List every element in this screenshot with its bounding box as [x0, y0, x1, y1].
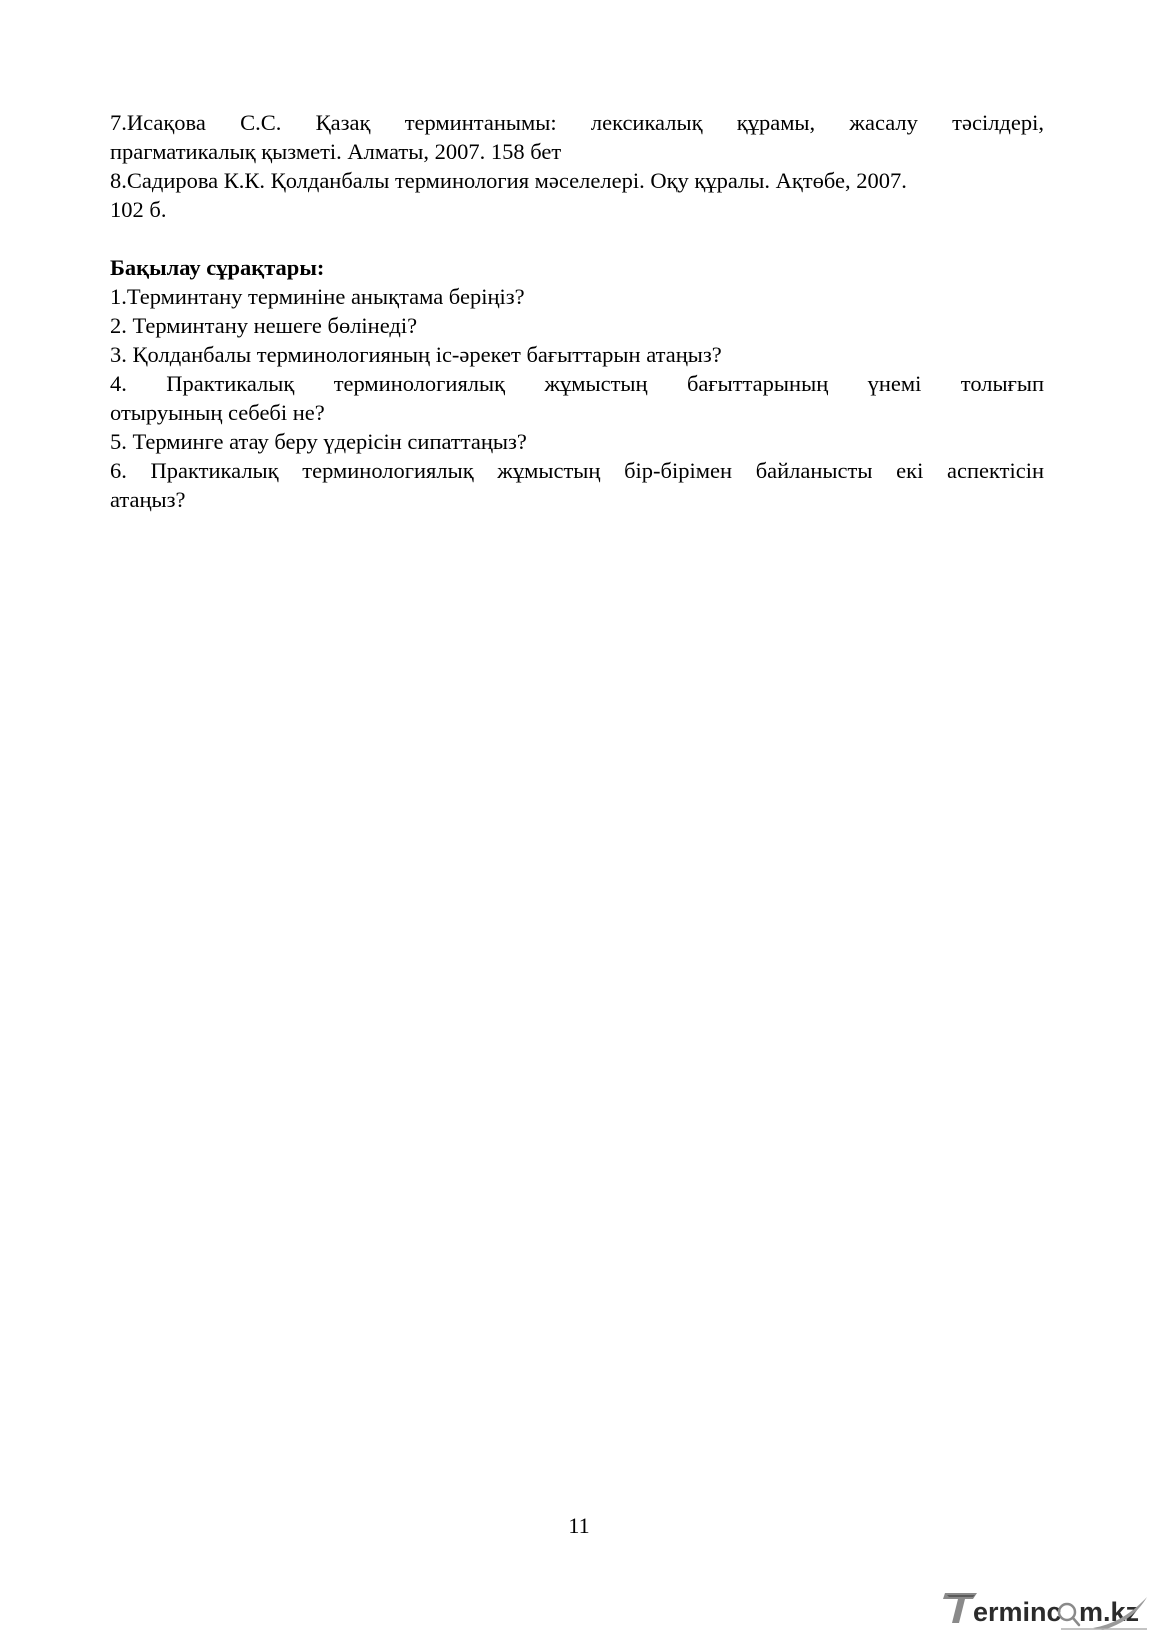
- reference-line: прагматикалық қызметі. Алматы, 2007. 158 бет: [110, 139, 562, 164]
- magnifier-icon: [1059, 1604, 1079, 1625]
- page-number: 11: [568, 1513, 590, 1538]
- reference-line: 8.Садирова К.К. Қолданбалы терминология мәселелері. Оқу құралы. Ақтөбе, 2007.: [110, 168, 907, 193]
- question-item: 1.Терминтану терминіне анықтама беріңіз?: [110, 284, 525, 309]
- question-item: 2. Терминтану нешеге бөлінеді?: [110, 313, 418, 338]
- logo-t-mark: [943, 1593, 977, 1623]
- termincom-logo: [943, 1587, 1148, 1631]
- question-item: 3. Қолданбалы терминологияның іс-әрекет бағыттарын атаңыз?: [110, 342, 722, 367]
- reference-line: 7.Исақова С.С. Қазақ терминтанымы: лексикалық құрамы, жасалу тәсілдері,: [110, 110, 1044, 135]
- page-content: [110, 108, 1044, 514]
- question-list: [110, 282, 1044, 514]
- logo-text-part-2: m.kz: [1079, 1597, 1140, 1627]
- reference-line: 102 б.: [110, 197, 167, 222]
- section-heading: Бақылау сұрақтары:: [110, 255, 325, 280]
- question-line: 4. Практикалық терминологиялық жұмыстың бағыттарының үнемі толығып: [110, 371, 1044, 396]
- logo-text-part-1: erminc: [973, 1597, 1062, 1627]
- question-line: атаңыз?: [110, 487, 186, 512]
- reference-item-8: [110, 166, 1044, 224]
- question-item: 5. Терминге атау беру үдерісін сипаттаңыз?: [110, 429, 527, 454]
- question-item: [110, 369, 1044, 427]
- question-item: [110, 456, 1044, 514]
- spacer: [110, 224, 1044, 253]
- question-line: 6. Практикалық терминологиялық жұмыстың бір-бірімен байланысты екі аспектісін: [110, 458, 1044, 483]
- question-line: отыруының себебі не?: [110, 400, 325, 425]
- reference-item-7: [110, 108, 1044, 166]
